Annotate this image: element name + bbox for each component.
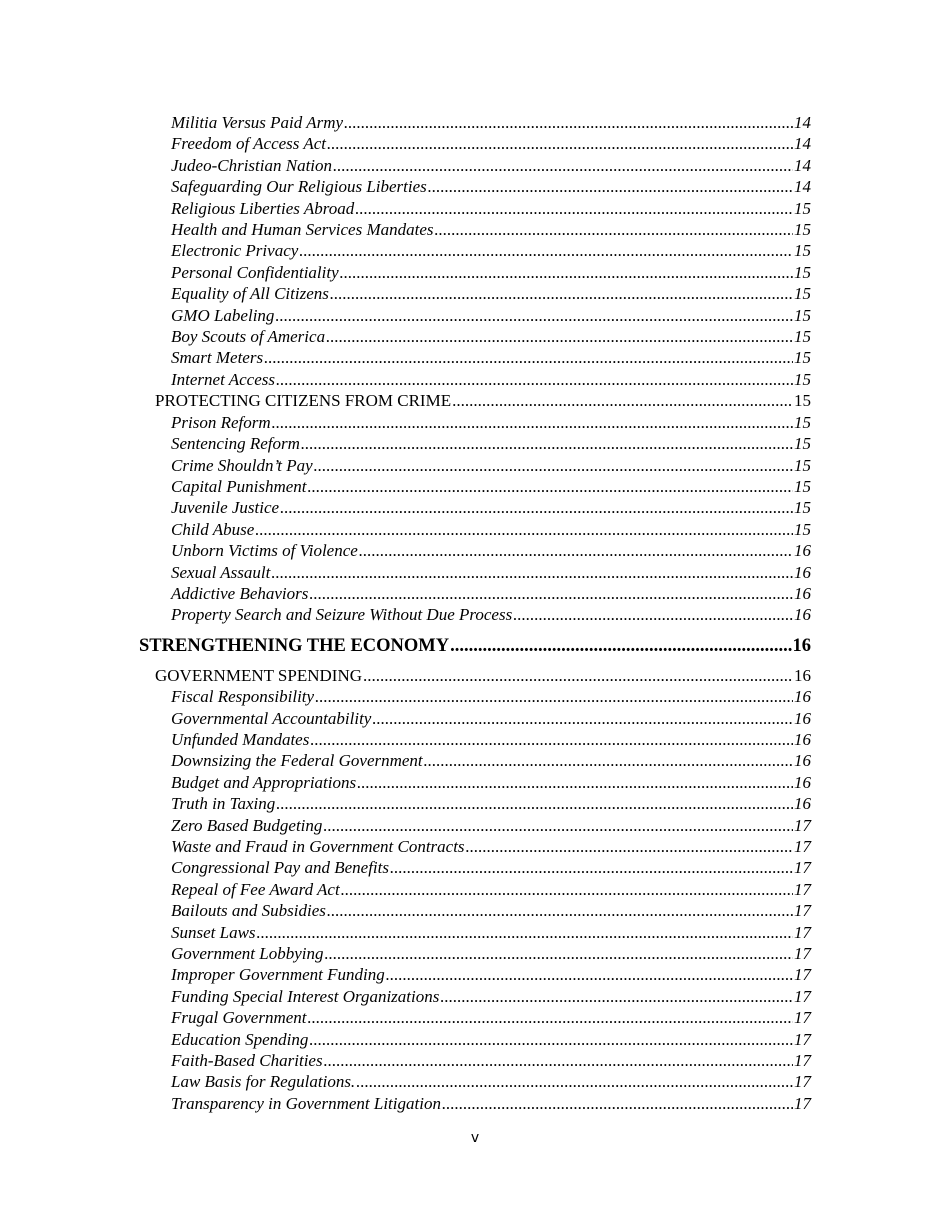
toc-entry-page: 15 bbox=[794, 476, 811, 496]
dot-leader bbox=[424, 750, 793, 771]
toc-entry-page: 15 bbox=[794, 262, 811, 282]
toc-entry-title: Equality of All Citizens bbox=[171, 284, 329, 304]
toc-entry-title: Capital Punishment bbox=[171, 476, 307, 496]
toc-entry[interactable] bbox=[139, 708, 811, 729]
toc-entry[interactable] bbox=[139, 750, 811, 771]
page-number: v bbox=[470, 1130, 480, 1146]
toc-entry-page: 17 bbox=[794, 922, 811, 942]
toc-entry[interactable] bbox=[139, 412, 811, 433]
toc-entry-title: Faith-Based Charities bbox=[171, 1051, 323, 1071]
toc-entry-title: Religious Liberties Abroad bbox=[171, 198, 355, 218]
toc-entry[interactable] bbox=[139, 562, 811, 583]
toc-entry-title: Sexual Assault bbox=[171, 562, 271, 582]
toc-entry[interactable] bbox=[139, 772, 811, 793]
toc-subsection[interactable] bbox=[139, 390, 811, 411]
toc-entry-title: Internet Access bbox=[171, 369, 276, 389]
toc-entry[interactable] bbox=[139, 964, 811, 985]
dot-leader bbox=[452, 390, 793, 411]
toc-entry-title: GOVERNMENT SPENDING bbox=[155, 665, 362, 685]
toc-entry-title: Safeguarding Our Religious Liberties bbox=[171, 177, 427, 197]
toc-entry-page: 17 bbox=[794, 1029, 811, 1049]
toc-entry-title: Child Abuse bbox=[171, 519, 255, 539]
toc-entry[interactable] bbox=[139, 369, 811, 390]
toc-entry-title: Waste and Fraud in Government Contracts bbox=[171, 837, 465, 856]
toc-entry[interactable] bbox=[139, 815, 811, 836]
dot-leader bbox=[314, 455, 793, 476]
dot-leader bbox=[325, 943, 793, 964]
dot-leader bbox=[341, 879, 793, 900]
toc-entry[interactable] bbox=[139, 198, 811, 219]
toc-entry[interactable] bbox=[139, 583, 811, 604]
dot-leader bbox=[390, 857, 793, 878]
toc-entry-page: 15 bbox=[794, 220, 811, 240]
toc-entry-page: 16 bbox=[794, 772, 811, 792]
dot-leader bbox=[344, 112, 793, 133]
dot-leader bbox=[356, 1071, 793, 1092]
toc-entry-title: Unfunded Mandates bbox=[171, 729, 310, 749]
toc-entry-page: 14 bbox=[794, 134, 811, 154]
dot-leader bbox=[327, 133, 793, 154]
dot-leader bbox=[340, 262, 793, 283]
toc-entry-title: Law Basis for Regulations. bbox=[171, 1072, 356, 1092]
toc-entry[interactable] bbox=[139, 900, 811, 921]
toc-entry[interactable] bbox=[139, 857, 811, 878]
toc-entry-page: 14 bbox=[794, 177, 811, 197]
toc-entry-page: 16 bbox=[792, 635, 811, 656]
toc-entry-page: 16 bbox=[794, 687, 811, 707]
toc-entry[interactable] bbox=[139, 133, 811, 154]
toc-entry[interactable] bbox=[139, 836, 811, 857]
toc-entry-title: Governmental Accountability bbox=[171, 708, 372, 728]
toc-entry-page: 15 bbox=[794, 412, 811, 432]
toc-entry[interactable] bbox=[139, 686, 811, 707]
dot-leader bbox=[276, 369, 793, 390]
toc-entry[interactable] bbox=[139, 943, 811, 964]
toc-entry[interactable] bbox=[139, 540, 811, 561]
toc-entry-title: Electronic Privacy bbox=[171, 241, 299, 261]
toc-entry-page: 15 bbox=[794, 305, 811, 325]
toc-entry-page: 17 bbox=[794, 1093, 811, 1113]
toc-entry[interactable] bbox=[139, 879, 811, 900]
toc-entry[interactable] bbox=[139, 219, 811, 240]
toc-entry-title: Judeo-Christian Nation bbox=[171, 155, 333, 175]
dot-leader bbox=[440, 986, 793, 1007]
dot-leader bbox=[308, 476, 793, 497]
toc-entry[interactable] bbox=[139, 1071, 811, 1092]
toc-entry-page: 15 bbox=[794, 284, 811, 304]
toc-entry[interactable] bbox=[139, 305, 811, 326]
toc-entry-title: Budget and Appropriations bbox=[171, 772, 357, 792]
toc-entry[interactable] bbox=[139, 240, 811, 261]
dot-leader bbox=[255, 519, 793, 540]
toc-section[interactable] bbox=[139, 635, 811, 657]
toc-entry-title: Zero Based Budgeting bbox=[171, 815, 323, 835]
dot-leader bbox=[327, 900, 793, 921]
dot-leader bbox=[308, 1007, 793, 1028]
dot-leader bbox=[428, 176, 793, 197]
toc-entry-page: 15 bbox=[794, 348, 811, 368]
dot-leader bbox=[386, 964, 793, 985]
toc-entry[interactable] bbox=[139, 476, 811, 497]
toc-entry[interactable] bbox=[139, 793, 811, 814]
toc-subsection[interactable] bbox=[139, 665, 811, 686]
toc-entry-title: Health and Human Services Mandates bbox=[171, 220, 434, 240]
toc-entry-page: 17 bbox=[794, 944, 811, 964]
toc-entry[interactable] bbox=[139, 433, 811, 454]
toc-entry-title: Fiscal Responsibility bbox=[171, 687, 315, 707]
toc-entry-title: Repeal of Fee Award Act bbox=[171, 879, 340, 899]
toc-entry[interactable] bbox=[139, 922, 811, 943]
dot-leader bbox=[372, 708, 793, 729]
dot-leader bbox=[280, 497, 793, 518]
toc-entry-page: 17 bbox=[794, 1072, 811, 1092]
toc-entry[interactable] bbox=[139, 986, 811, 1007]
toc-entry[interactable] bbox=[139, 497, 811, 518]
toc-entry-title: Addictive Behaviors bbox=[171, 583, 309, 603]
toc-entry-title: Education Spending bbox=[171, 1029, 309, 1049]
toc-entry-page: 15 bbox=[794, 369, 811, 389]
dot-leader bbox=[435, 219, 793, 240]
dot-leader bbox=[309, 583, 793, 604]
dot-leader bbox=[301, 433, 793, 454]
toc-entry[interactable] bbox=[139, 347, 811, 368]
dot-leader bbox=[276, 793, 793, 814]
toc-entry[interactable] bbox=[139, 1050, 811, 1071]
toc-entry-page: 17 bbox=[794, 879, 811, 899]
dot-leader bbox=[513, 604, 793, 625]
dot-leader bbox=[310, 729, 793, 750]
toc-entry-page: 15 bbox=[794, 198, 811, 218]
toc-entry[interactable] bbox=[139, 1029, 811, 1050]
toc-entry-page: 16 bbox=[794, 583, 811, 603]
table-of-contents bbox=[139, 112, 811, 1114]
toc-entry-page: 16 bbox=[794, 541, 811, 561]
toc-entry-title: Crime Shouldn’t Pay bbox=[171, 455, 313, 475]
toc-entry[interactable] bbox=[139, 455, 811, 476]
toc-entry-page: 17 bbox=[794, 901, 811, 921]
toc-entry-title: Juvenile Justice bbox=[171, 498, 280, 518]
dot-leader bbox=[330, 283, 793, 304]
dot-leader bbox=[324, 1050, 793, 1071]
dot-leader bbox=[264, 347, 793, 368]
toc-entry-title: Sunset Laws bbox=[171, 922, 256, 942]
toc-entry-page: 15 bbox=[794, 391, 811, 411]
toc-entry-page: 14 bbox=[794, 113, 811, 132]
dot-leader bbox=[326, 326, 793, 347]
toc-entry-page: 17 bbox=[794, 837, 811, 856]
toc-entry-page: 16 bbox=[794, 794, 811, 814]
dot-leader bbox=[442, 1093, 793, 1114]
toc-entry-title: Smart Meters bbox=[171, 348, 264, 368]
toc-entry-title: Property Search and Seizure Without Due Process bbox=[171, 605, 513, 625]
toc-entry-title: Unborn Victims of Violence bbox=[171, 541, 358, 561]
dot-leader bbox=[272, 412, 793, 433]
toc-entry-page: 17 bbox=[794, 986, 811, 1006]
toc-entry-title: PROTECTING CITIZENS FROM CRIME bbox=[155, 391, 452, 411]
toc-entry-page: 17 bbox=[794, 815, 811, 835]
dot-leader bbox=[355, 198, 793, 219]
dot-leader bbox=[466, 836, 793, 857]
toc-entry-page: 17 bbox=[794, 1051, 811, 1071]
dot-leader bbox=[333, 155, 793, 176]
toc-entry[interactable] bbox=[139, 262, 811, 283]
toc-entry-page: 14 bbox=[794, 155, 811, 175]
dot-leader bbox=[363, 665, 793, 686]
toc-entry[interactable] bbox=[139, 283, 811, 304]
dot-leader bbox=[315, 686, 793, 707]
toc-entry[interactable] bbox=[139, 155, 811, 176]
toc-entry-page: 17 bbox=[794, 965, 811, 985]
toc-entry-page: 15 bbox=[794, 241, 811, 261]
toc-entry[interactable] bbox=[139, 1093, 811, 1114]
toc-entry[interactable] bbox=[139, 519, 811, 540]
toc-entry[interactable] bbox=[139, 604, 811, 625]
toc-entry[interactable] bbox=[139, 1007, 811, 1028]
toc-entry-title: Funding Special Interest Organizations bbox=[171, 986, 440, 1006]
toc-entry-page: 16 bbox=[794, 665, 811, 685]
toc-entry-page: 16 bbox=[794, 562, 811, 582]
toc-entry-title: Transparency in Government Litigation bbox=[171, 1093, 441, 1113]
dot-leader bbox=[309, 1029, 793, 1050]
dot-leader bbox=[299, 240, 793, 261]
toc-entry-page: 15 bbox=[794, 519, 811, 539]
dot-leader bbox=[359, 540, 793, 561]
toc-entry-page: 16 bbox=[794, 605, 811, 625]
toc-entry-title: Sentencing Reform bbox=[171, 434, 300, 454]
toc-entry[interactable] bbox=[139, 112, 811, 133]
toc-entry-page: 17 bbox=[794, 858, 811, 878]
toc-entry-page: 15 bbox=[794, 455, 811, 475]
toc-entry-title: Boy Scouts of America bbox=[171, 327, 326, 347]
toc-entry-page: 16 bbox=[794, 729, 811, 749]
toc-entry[interactable] bbox=[139, 326, 811, 347]
toc-entry-title: Truth in Taxing bbox=[171, 794, 276, 814]
dot-leader bbox=[271, 562, 793, 583]
toc-entry-page: 15 bbox=[794, 327, 811, 347]
toc-entry-title: Freedom of Access Act bbox=[171, 134, 327, 154]
toc-entry-title: Personal Confidentiality bbox=[171, 262, 339, 282]
dot-leader bbox=[357, 772, 793, 793]
toc-entry-title: STRENGTHENING THE ECONOMY bbox=[139, 635, 450, 656]
toc-entry-page: 15 bbox=[794, 434, 811, 454]
dot-leader bbox=[323, 815, 793, 836]
toc-entry-title: Downsizing the Federal Government bbox=[171, 751, 423, 771]
toc-entry-title: Congressional Pay and Benefits bbox=[171, 858, 389, 878]
toc-entry-title: Militia Versus Paid Army bbox=[171, 113, 344, 132]
dot-leader bbox=[275, 305, 793, 326]
toc-entry-title: Frugal Government bbox=[171, 1008, 307, 1028]
toc-entry[interactable] bbox=[139, 176, 811, 197]
toc-entry-page: 16 bbox=[794, 708, 811, 728]
toc-entry-page: 16 bbox=[794, 751, 811, 771]
dot-leader bbox=[257, 922, 793, 943]
toc-entry-title: GMO Labeling bbox=[171, 305, 275, 325]
toc-entry-title: Improper Government Funding bbox=[171, 965, 385, 985]
toc-entry-title: Government Lobbying bbox=[171, 944, 324, 964]
toc-entry-title: Prison Reform bbox=[171, 412, 271, 432]
toc-entry-page: 17 bbox=[794, 1008, 811, 1028]
dot-leader bbox=[450, 635, 791, 657]
toc-entry-page: 15 bbox=[794, 498, 811, 518]
toc-entry[interactable] bbox=[139, 729, 811, 750]
toc-entry-title: Bailouts and Subsidies bbox=[171, 901, 326, 921]
